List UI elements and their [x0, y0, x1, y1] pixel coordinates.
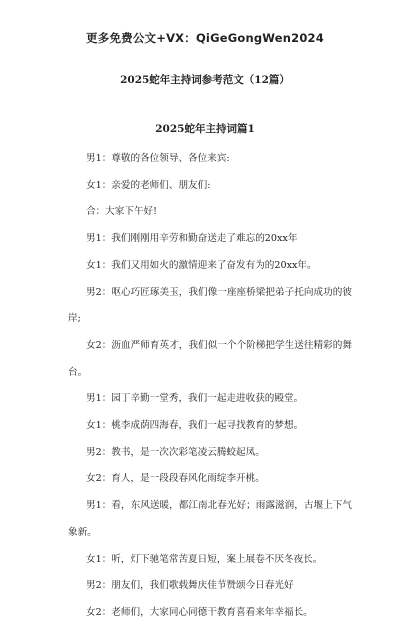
- promo-header: 更多免费公文+VX：QiGeGongWen2024: [86, 31, 324, 45]
- paragraph: 女1：亲爱的老师们、朋友们:: [86, 179, 211, 191]
- paragraph: 女2：沥血严师育英才，我们似一个个阶梯把学生送往精彩的舞台。: [68, 339, 352, 378]
- paragraph: 女1：听，灯下驰笔常苦夏日短，案上展卷不厌冬夜长。: [86, 553, 323, 565]
- document-body: [68, 146, 352, 627]
- paragraph: 女1：桃李成荫四海春，我们一起寻找教育的梦想。: [86, 420, 304, 432]
- paragraph: 女1：我们又用如火的激情迎来了奋发有为的20xx年。: [86, 259, 317, 271]
- paragraph: 男1：尊敬的各位领导、各位来宾:: [86, 153, 230, 164]
- paragraph: 男1：我们刚刚用辛劳和勤奋送走了难忘的20xx年: [86, 233, 298, 245]
- paragraph: 女2：老师们，大家同心同德干教育喜看来年幸福长。: [86, 606, 313, 618]
- paragraph: 合：大家下午好!: [86, 206, 158, 218]
- paragraph: 男2：朋友们，我们歌载舞庆佳节赞颂今日春光好: [86, 580, 294, 592]
- paragraph: 男1：看，东风送暖，都江南北春光好；雨露滋润，古堰上下气象新。: [68, 500, 352, 538]
- paragraph: 男2：呕心巧匠琢美玉，我们像一座座桥梁把弟子托向成功的彼岸;: [68, 286, 352, 325]
- paragraph: 男2：教书，是一次次彩笔凌云腾蛟起凤。: [86, 446, 265, 458]
- document-title: 2025蛇年主持词参考范文（12篇）: [120, 74, 290, 86]
- paragraph: 男1：园丁辛勤一堂秀，我们一起走进收获的殿堂。: [86, 393, 304, 405]
- section-title: 2025蛇年主持词篇1: [155, 123, 255, 135]
- paragraph: 女2：育人，是一段段春风化雨绽李开桃。: [86, 473, 265, 485]
